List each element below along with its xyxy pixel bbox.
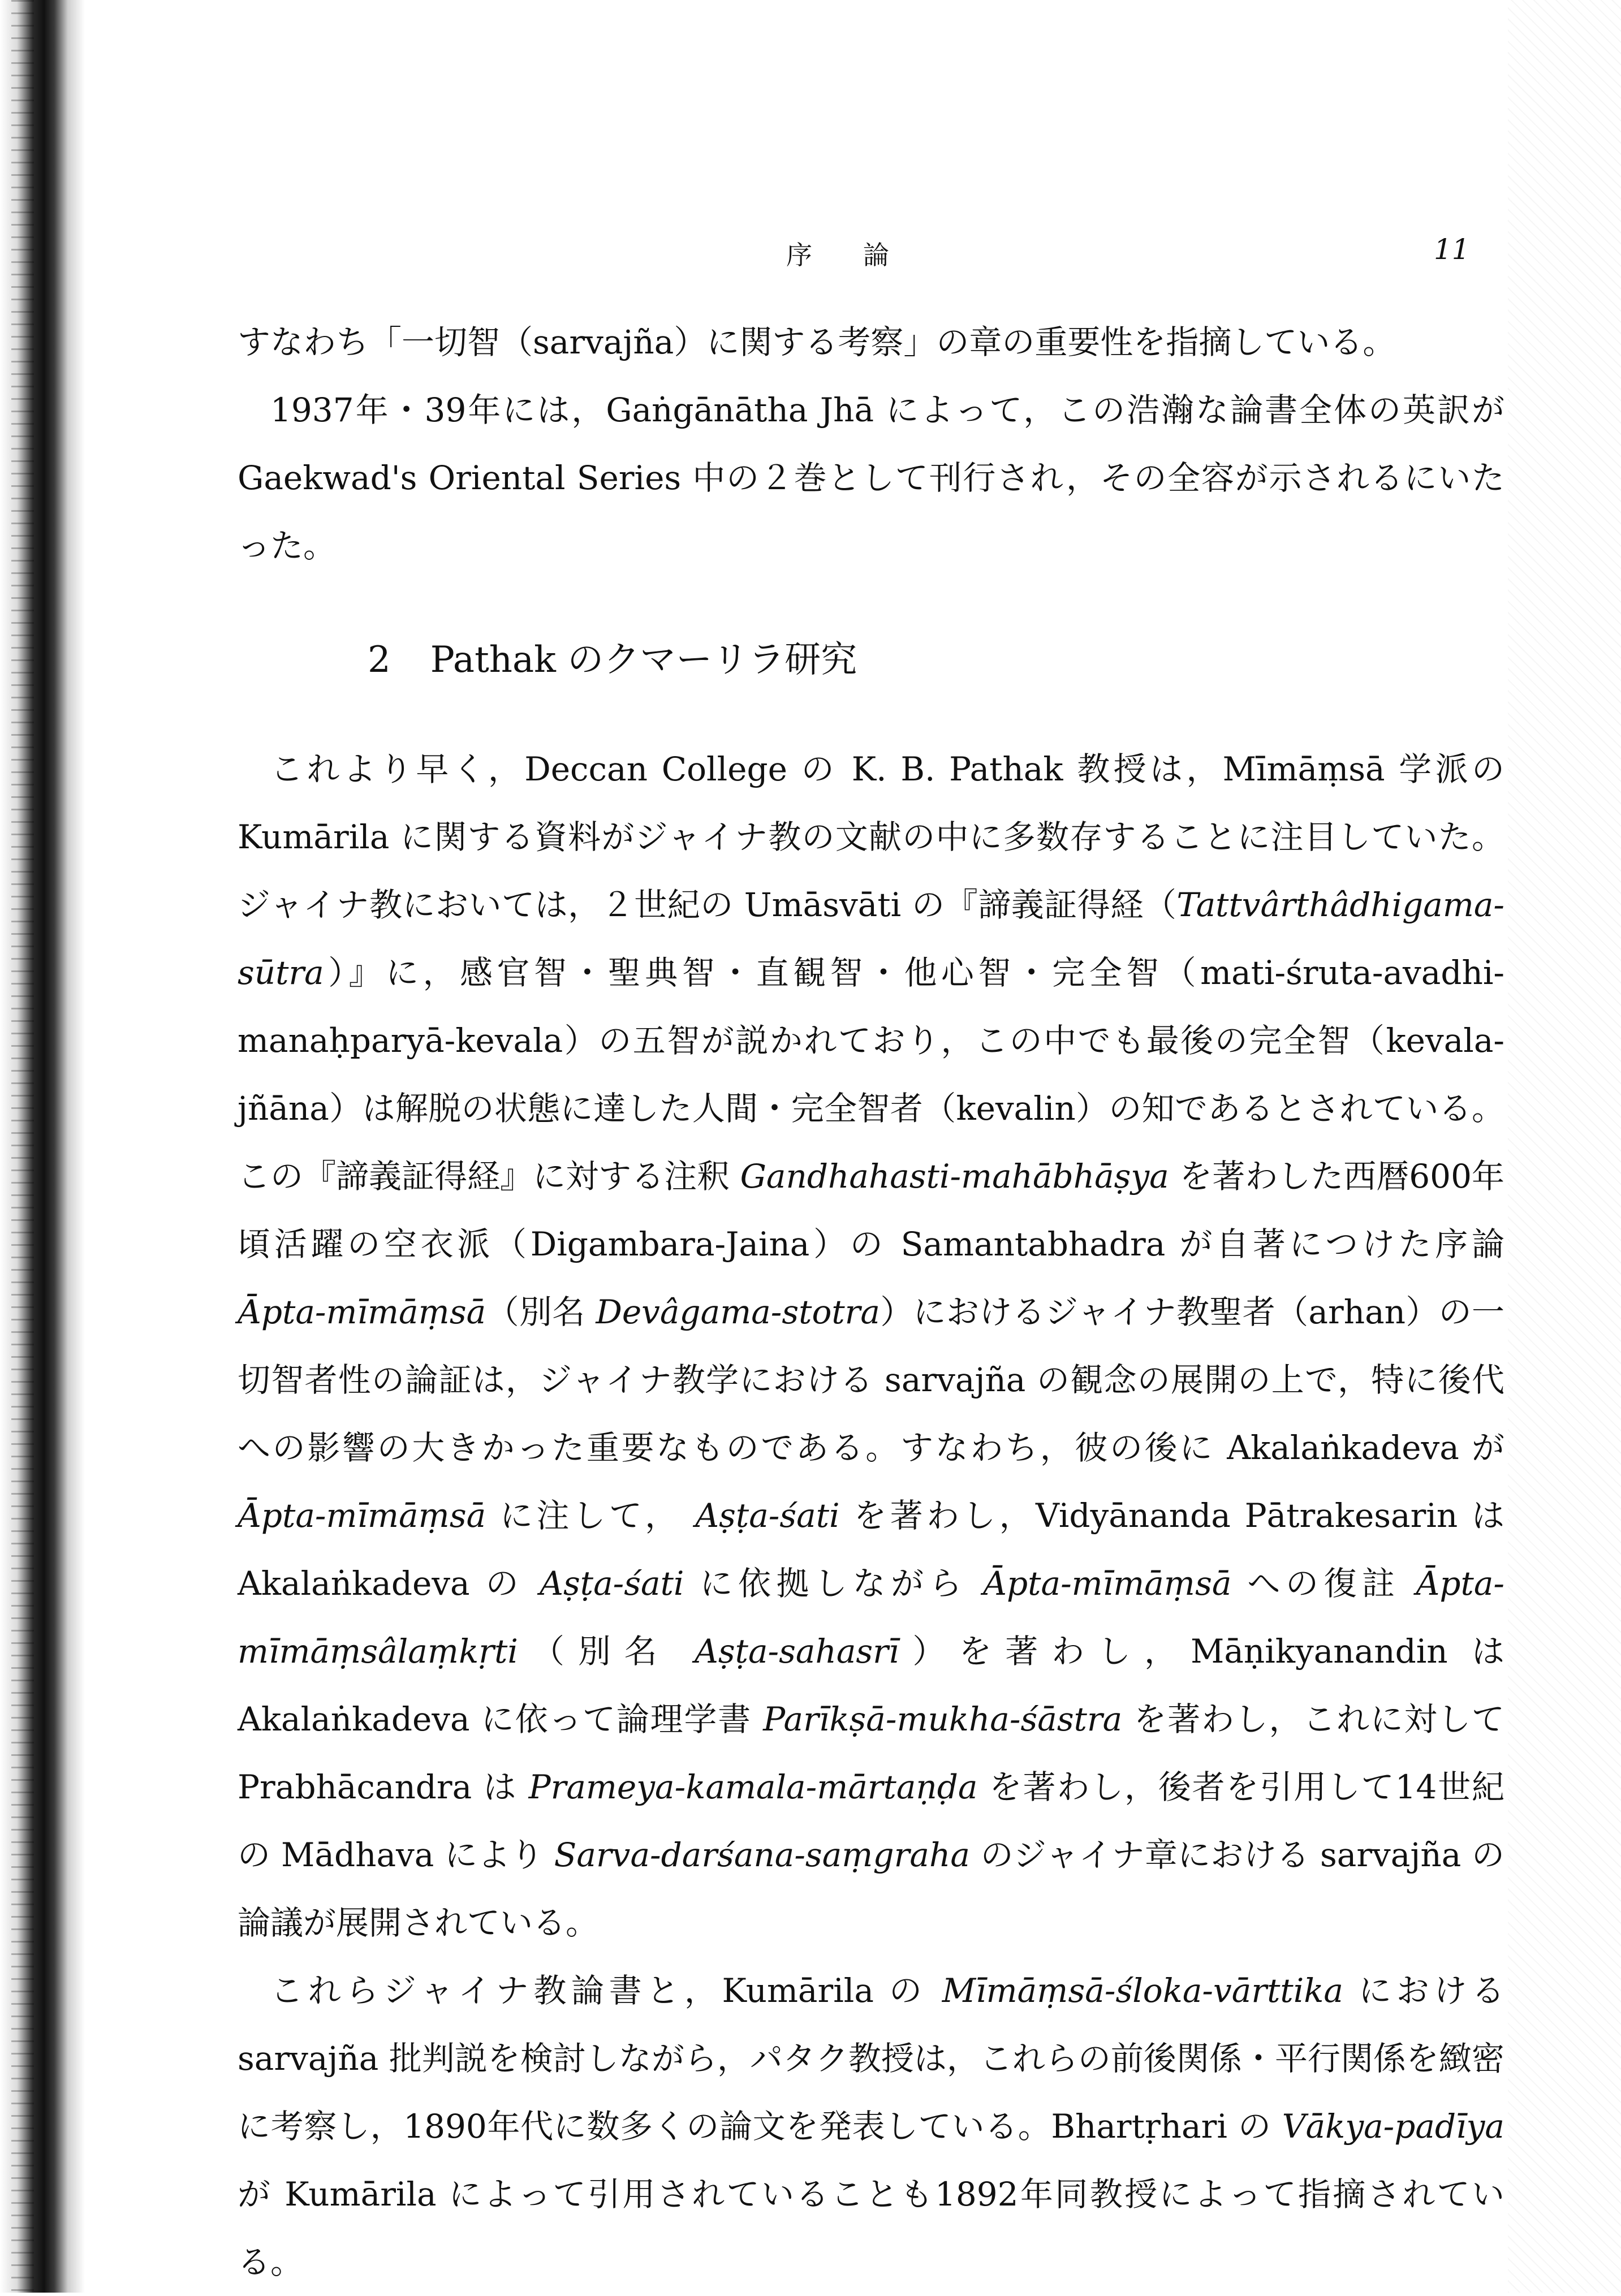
text-run: （別名 bbox=[486, 1293, 585, 1331]
top-text-block bbox=[238, 308, 1504, 580]
paragraph-translation-note: 1937年・39年には，Gaṅgānātha Jhā によって，この浩瀚な論書全体の英訳が Gaekwad's Oriental Series 中の２巻として刊行され，その全容が示されるにいたった。 bbox=[238, 391, 1504, 565]
body-text-block bbox=[238, 735, 1504, 2296]
title-italic: Prameya-kamala-mārtaṇḍa bbox=[528, 1768, 978, 1806]
section-heading bbox=[368, 631, 857, 683]
paragraph-continued: すなわち「一切智（sarvajña）に関する考察」の章の重要性を指摘している。 bbox=[238, 323, 1396, 361]
text-run: が Kumārila によって引用されていることも1892年同教授によって指摘されている。 bbox=[238, 2175, 1504, 2281]
text-run: これより早く，Deccan College の K. B. Pathak 教授は，Mīmāṃsā 学派の Kumārila に関する資料がジャイナ教の文献の中に多数存することに注目していた。ジャイナ教においては，２世紀の Umāsvāti の『諦義証得経（ bbox=[238, 750, 1504, 924]
title-italic: Devâgama-stotra bbox=[596, 1293, 880, 1331]
text-run: ）におけるジャイナ教聖者（arhan）の一切智者性の論証は，ジャイナ教学における sarvajña の観念の展開の上で，特に後代への影響の大きかった重要なものである。すなわち，彼の後に Akalaṅkadeva が bbox=[238, 1293, 1504, 1467]
text-run: への復註 bbox=[1247, 1564, 1400, 1603]
scan-edge-noise bbox=[1508, 0, 1621, 2293]
title-italic: Āpta-mīmāṃsā bbox=[238, 1496, 486, 1535]
title-italic: Āpta-mīmāṃsā bbox=[238, 1293, 486, 1331]
text-run: を著わし，後者を引用して14世紀の Mādhava により bbox=[238, 1768, 1505, 1874]
title-italic: Parīkṣā-mukha-śāstra bbox=[763, 1700, 1123, 1738]
running-title: 序論 bbox=[786, 240, 940, 270]
text-run: における sarvajña 批判説を検討しながら，パタク教授は，これらの前後関係・平行関係を緻密に考察し，1890年代に数多くの論文を発表している。Bhartṛhari の bbox=[238, 1971, 1504, 2146]
page-number: 11 bbox=[1434, 233, 1470, 266]
title-italic: Gandhahasti-mahābhāṣya bbox=[740, 1157, 1169, 1196]
text-run: （別名 bbox=[518, 1632, 671, 1671]
title-italic: Aṣṭa-śati bbox=[695, 1496, 840, 1535]
paragraph-pathak-jaina bbox=[238, 735, 1504, 1957]
title-italic: Sarva-darśana-saṃgraha bbox=[554, 1836, 970, 1874]
text-run: のジャイナ章における sarvajña の論議が展開されている。 bbox=[238, 1836, 1505, 1942]
section-title: Pathak のクマーリラ研究 bbox=[430, 639, 857, 681]
text-run: を著わし，これに対して Prabhācandra は bbox=[238, 1700, 1505, 1806]
title-italic: Āpta-mīmāṃsā bbox=[983, 1564, 1232, 1603]
text-run: ）を著わし，Māṇikyanandin は Akalaṅkadeva に依って論理学書 bbox=[238, 1632, 1504, 1738]
title-italic: Aṣṭa-śati bbox=[540, 1564, 684, 1603]
text-run: ）』に，感官智・聖典智・直観智・他心智・完全智（mati-śruta-avadhi-manaḥparyā-kevala）の五智が説かれており，この中でも最後の完全智（kevala-jñāna）は解脱の状態に達した人間・完全智者（kevalin）の知であるとされている。この『諦義証得経』に対する注釈 bbox=[238, 953, 1504, 1196]
title-italic: Tattvârthâdhigama-sūtra bbox=[238, 886, 1504, 992]
text-run: これらジャイナ教論書と，Kumārila の bbox=[270, 1971, 927, 2010]
title-italic: Āpta-mīmāṃsâlaṃkṛti bbox=[238, 1564, 1505, 1671]
title-italic: Aṣṭa-sahasrī bbox=[694, 1632, 899, 1671]
text-run: に注して， bbox=[500, 1496, 682, 1535]
text-run: に依拠しながら bbox=[700, 1564, 968, 1603]
paragraph-pathak-articles bbox=[238, 1957, 1504, 2296]
title-italic: Mīmāṃsā-śloka-vārttika bbox=[942, 1971, 1343, 2010]
section-number: 2 bbox=[368, 639, 391, 681]
scan-binding-speckle bbox=[11, 0, 34, 2293]
title-italic: Vākya-padīya bbox=[1282, 2107, 1505, 2146]
text-run: を著わし，Vidyānanda Pātrakesarin は Akalaṅkadeva の bbox=[238, 1496, 1505, 1603]
text-run: を著わした西暦600年頃活躍の空衣派（Digambara-Jaina）の Samantabhadra が自著につけた序論 bbox=[238, 1157, 1504, 1263]
